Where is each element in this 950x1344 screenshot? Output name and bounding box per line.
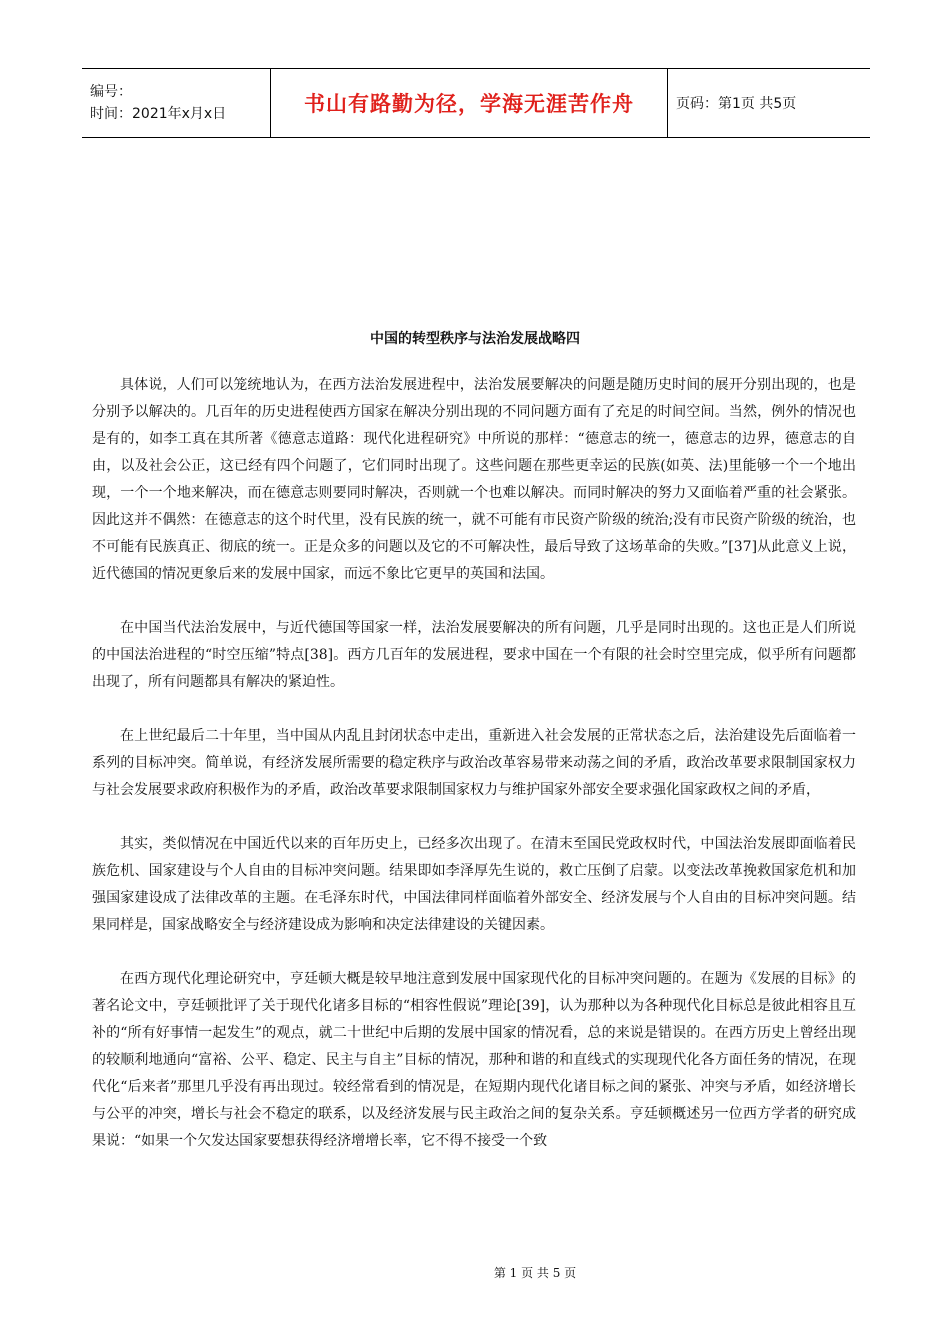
- date-label: 时间：2021年x月x日: [90, 106, 227, 122]
- header-motto: 书山有路勤为径，学海无涯苦作舟: [271, 69, 668, 137]
- header-meta: [82, 69, 271, 137]
- document-title: 中国的转型秩序与法治发展战略四: [370, 331, 580, 347]
- page-footer: 第 1 页 共 5 页: [493, 1266, 577, 1280]
- paragraph: 在中国当代法治发展中，与近代德国等国家一样，法治发展要解决的所有问题，几乎是同时出现的。这也正是人们所说的中国法治进程的“时空压缩”特点[38]。西方几百年的发展进程，要求中国在一个有限的社会时空里完成，似乎所有问题都出现了，所有问题都具有解决的紧迫性。: [92, 620, 856, 690]
- paragraph: 其实，类似情况在中国近代以来的百年历史上，已经多次出现了。在清末至国民党政权时代，中国法治发展即面临着民族危机、国家建设与个人自由的目标冲突问题。结果即如李泽厚先生说的，救亡压倒了启蒙。以变法改革挽救国家危机和加强国家建设成了法律改革的主题。在毛泽东时代，中国法律同样面临着外部安全、经济发展与个人自由的目标冲突问题。结果同样是，国家战略安全与经济建设成为影响和决定法律建设的关键因素。: [92, 836, 856, 933]
- document-body: [92, 372, 856, 1182]
- header-page-info: 页码：第1页 共5页: [676, 96, 797, 112]
- paragraph: 具体说，人们可以笼统地认为，在西方法治发展进程中，法治发展要解决的问题是随历史时间的展开分别出现的，也是分别予以解决的。几百年的历史进程使西方国家在解决分别出现的不同问题方面有了充足的时间空间。当然，例外的情况也是有的，如李工真在其所著《德意志道路：现代化进程研究》中所说的那样：“德意志的统一，德意志的边界，德意志的自由，以及社会公正，这已经有四个问题了，它们同时出现了。这些问题在那些更幸运的民族(如英、法)里能够一个一个地出现，一个一个地来解决，而在德意志则要同时解决，否则就一个也难以解决。而同时解决的努力又面临着严重的社会紧张。因此这并不偶然：在德意志的这个时代里，没有民族的统一，就不可能有市民资产阶级的统治;没有市民资产阶级的统治，也不可能有民族真正、彻底的统一。正是众多的问题以及它的不可解决性，最后导致了这场革命的失败。”[37]从此意义上说，近代德国的情况更象后来的发展中国家，而远不象比它更早的英国和法国。: [92, 377, 856, 582]
- page-header: [82, 68, 870, 138]
- paragraph: 在西方现代化理论研究中，亨廷顿大概是较早地注意到发展中国家现代化的目标冲突问题的。在题为《发展的目标》的著名论文中，亨廷顿批评了关于现代化诸多目标的“相容性假说”理论[39]，认为那种以为各种现代化目标总是彼此相容且互补的“所有好事情一起发生”的观点，就二十世纪中后期的发展中国家的情况看，总的来说是错误的。在西方历史上曾经出现的较顺利地通向“富裕、公平、稳定、民主与自主”目标的情况，那种和谐的和直线式的实现现代化各方面任务的情况，在现代化“后来者”那里几乎没有再出现过。较经常看到的情况是，在短期内现代化诸目标之间的紧张、冲突与矛盾，如经济增长与公平的冲突，增长与社会不稳定的联系，以及经济发展与民主政治之间的复杂关系。亨廷顿概述另一位西方学者的研究成果说：“如果一个欠发达国家要想获得经济增增长率，它不得不接受一个致: [92, 971, 856, 1149]
- number-label: 编号：: [90, 84, 132, 100]
- paragraph: 在上世纪最后二十年里，当中国从内乱且封闭状态中走出，重新进入社会发展的正常状态之后，法治建设先后面临着一系列的目标冲突。简单说，有经济发展所需要的稳定秩序与政治改革容易带来动荡之间的矛盾，政治改革要求限制国家权力与社会发展要求政府积极作为的矛盾，政治改革要求限制国家权力与维护国家外部安全要求强化国家政权之间的矛盾，: [92, 728, 856, 798]
